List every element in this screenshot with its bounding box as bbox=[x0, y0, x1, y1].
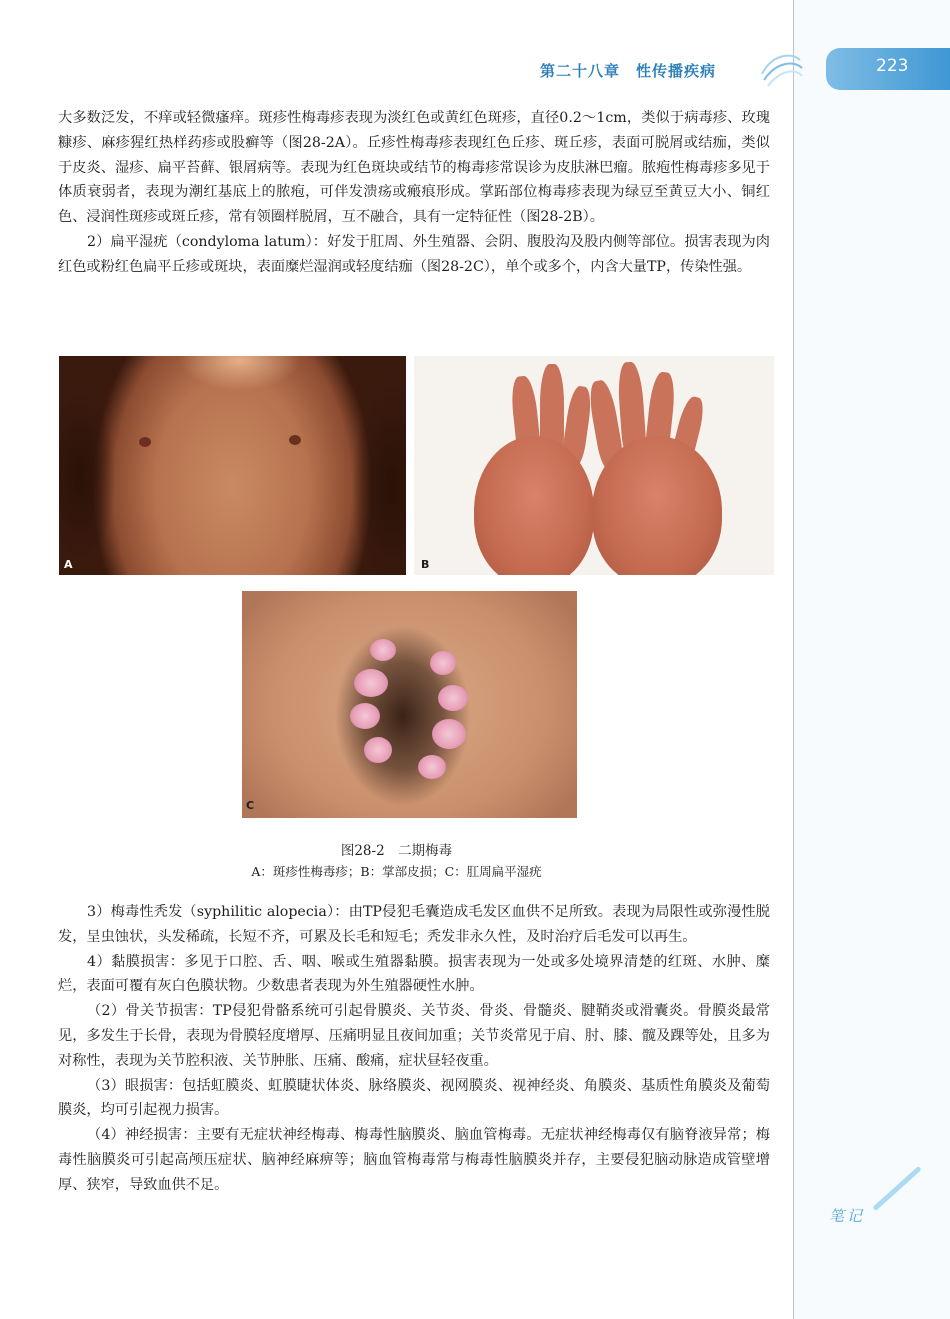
paragraph: 大多数泛发，不痒或轻微瘙痒。斑疹性梅毒疹表现为淡红色或黄红色斑疹，直径0.2～1cm，类似于病毒疹、玫瑰糠疹、麻疹猩红热样药疹或股癣等（图28-2A）。丘疹性梅毒疹表现红色丘疹、斑丘疹，表面可脱屑或结痂，类似于皮炎、湿疹、扁平苔藓、银屑病等。表现为红色斑块或结节的梅毒疹常误诊为皮肤淋巴瘤。脓疱性梅毒疹多见于体质衰弱者，表现为潮红基底上的脓疱，可伴发溃疡或瘢痕形成。掌跖部位梅毒疹表现为绿豆至黄豆大小、铜红色、浸润性斑疹或斑丘疹，常有领圈样脱屑，互不融合，具有一定特征性（图28-2B）。 bbox=[58, 110, 770, 226]
photo-detail bbox=[432, 719, 466, 749]
figure-label-c: C bbox=[246, 799, 255, 812]
photo-detail bbox=[354, 669, 388, 697]
figure-label-a: A bbox=[64, 558, 73, 571]
figure-photo-a bbox=[59, 356, 406, 575]
body-text-top bbox=[58, 106, 770, 280]
gutter-divider bbox=[793, 0, 794, 1319]
photo-detail bbox=[430, 651, 456, 675]
photo-detail bbox=[289, 435, 301, 445]
page-number: 223 bbox=[876, 56, 909, 76]
photo-detail bbox=[592, 436, 722, 575]
notes-label: 笔记 bbox=[829, 1207, 866, 1225]
photo-detail bbox=[370, 639, 396, 661]
photo-detail bbox=[364, 737, 392, 763]
photo-detail bbox=[474, 436, 594, 575]
paragraph: 2）扁平湿疣（condyloma latum）：好发于肛周、外生殖器、会阴、腹股沟及股内侧等部位。损害表现为肉红色或粉红色扁平丘疹或斑块，表面糜烂湿润或轻度结痂（图28-2C），单个或多个，内含大量TP，传染性强。 bbox=[58, 233, 770, 275]
paragraph: （4）神经损害：主要有无症状神经梅毒、梅毒性脑膜炎、脑血管梅毒。无症状神经梅毒仅有脑脊液异常；梅毒性脑膜炎可引起高颅压症状、脑神经麻痹等；脑血管梅毒常与梅毒性脑膜炎并存，主要侵犯脑动脉造成管壁增厚、狭窄，导致血供不足。 bbox=[58, 1127, 770, 1193]
chapter-title: 第二十八章 性传播疾病 bbox=[540, 62, 717, 80]
photo-detail bbox=[139, 437, 151, 447]
photo-detail bbox=[438, 685, 468, 711]
figure-photo-b bbox=[414, 356, 774, 575]
photo-detail bbox=[418, 755, 446, 779]
figure-caption-title: 图28-2 二期梅毒 bbox=[340, 843, 453, 859]
paragraph: （2）骨关节损害：TP侵犯骨骼系统可引起骨膜炎、关节炎、骨炎、骨髓炎、腱鞘炎或滑囊炎。骨膜炎最常见，多发生于长骨，表现为骨膜轻度增厚、压痛明显且夜间加重；关节炎常见于肩、肘、膝、髋及踝等处，且多为对称性，表现为关节腔积液、关节肿胀、压痛、酸痛，症状昼轻夜重。 bbox=[58, 1003, 770, 1069]
figure-caption-subtitle: A：斑疹性梅毒疹；B：掌部皮损；C：肛周扁平湿疣 bbox=[251, 864, 542, 879]
paragraph: 3）梅毒性秃发（syphilitic alopecia）：由TP侵犯毛囊造成毛发区血供不足所致。表现为局限性或弥漫性脱发，呈虫蚀状，头发稀疏，长短不齐，可累及长毛和短毛；秃发非永久性，及时治疗后毛发可以再生。 bbox=[58, 904, 770, 945]
margin-gutter bbox=[793, 0, 950, 1319]
paragraph: 4）黏膜损害：多见于口腔、舌、咽、喉或生殖器黏膜。损害表现为一处或多处境界清楚的红斑、水肿、糜烂，表面可覆有灰白色膜状物。少数患者表现为外生殖器硬性水肿。 bbox=[58, 953, 770, 995]
figure-label-b: B bbox=[421, 558, 430, 571]
body-text-bottom bbox=[58, 900, 770, 1198]
paragraph: （3）眼损害：包括虹膜炎、虹膜睫状体炎、脉络膜炎、视网膜炎、视神经炎、角膜炎、基质性角膜炎及葡萄膜炎，均可引起视力损害。 bbox=[58, 1077, 770, 1119]
page-header bbox=[0, 0, 950, 100]
swirl-decoration-icon bbox=[758, 44, 804, 90]
figure-photo-c bbox=[242, 591, 577, 818]
photo-detail bbox=[350, 703, 380, 729]
